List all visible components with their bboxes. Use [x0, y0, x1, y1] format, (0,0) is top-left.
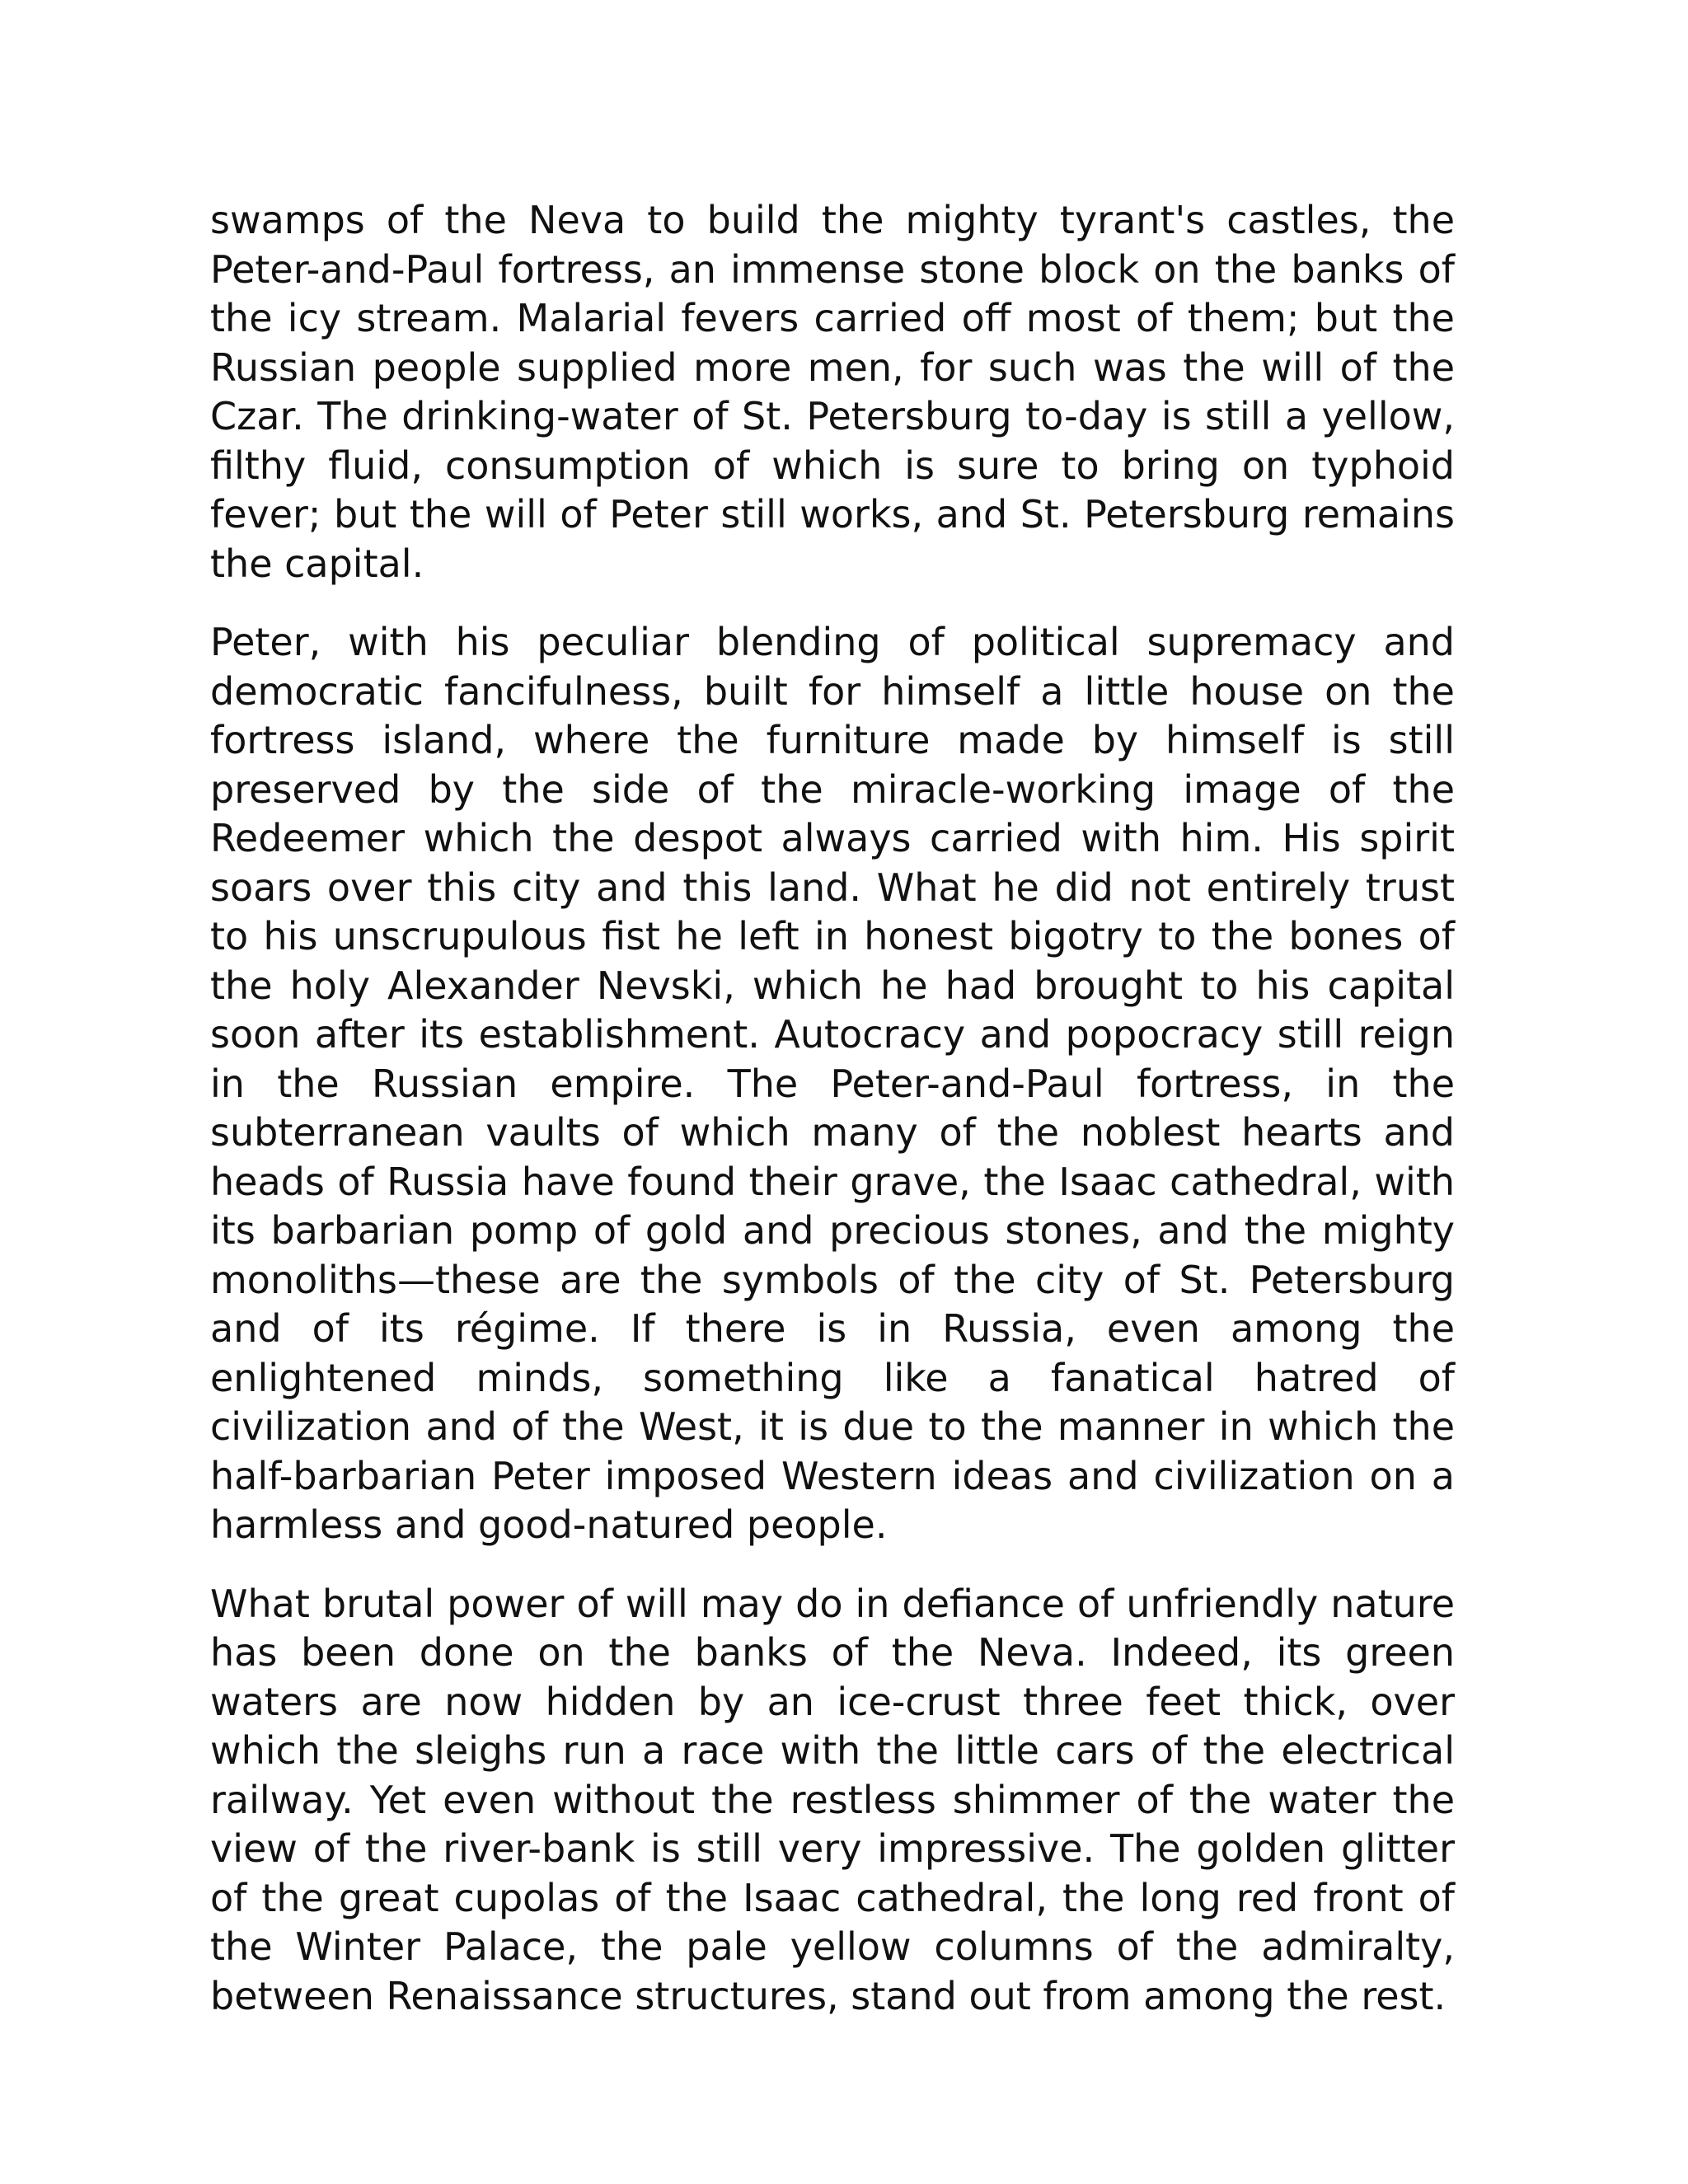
- paragraph: Peter, with his peculiar blending of political supremacy and democratic fancifulness, built for himself a little house on the fortress island, where the furniture made by himself is still preserved by the side of the miracle-working image of the Redeemer which the despot always carried with him. His spirit soars over this city and this land. What he did not entirely trust to his unscrupulous fist he left in honest bigotry to the bones of the holy Alexander Nevski, which he had brought to his capital soon after its establishment. Autocracy and popocracy still reign in the Russian empire. The Peter-and-Paul fortress, in the subterranean vaults of which many of the noblest hearts and heads of Russia have found their grave, the Isaac cathedral, with its barbarian pomp of gold and precious stones, and the mighty monoliths—these are the symbols of the city of St. Petersburg and of its régime. If there is in Russia, even among the enlightened minds, something like a fanatical hatred of civilization and of the West, it is due to the manner in which the half-barbarian Peter imposed Western ideas and civilization on a harmless and good-natured people.: [210, 620, 1455, 1547]
- body-text: [210, 196, 1455, 2021]
- paragraph: What brutal power of will may do in defiance of unfriendly nature has been done on the banks of the Neva. Indeed, its green waters are now hidden by an ice-crust three feet thick, over which the sleighs run a race with the little cars of the electrical railway. Yet even without the restless shimmer of the water the view of the river-bank is still very impressive. The golden glitter of the great cupolas of the Isaac cathedral, the long red front of the Winter Palace, the pale yellow columns of the admiralty, between Renaissance structures, stand out from among the rest.: [210, 1581, 1455, 2018]
- paragraph: swamps of the Neva to build the mighty tyrant's castles, the Peter-and-Paul fortress, an immense stone block on the banks of the icy stream. Malarial fevers carried off most of them; but the Russian people supplied more men, for such was the will of the Czar. The drinking-water of St. Petersburg to-day is still a yellow, filthy fluid, consumption of which is sure to bring on typhoid fever; but the will of Peter still works, and St. Petersburg remains the capital.: [210, 198, 1455, 586]
